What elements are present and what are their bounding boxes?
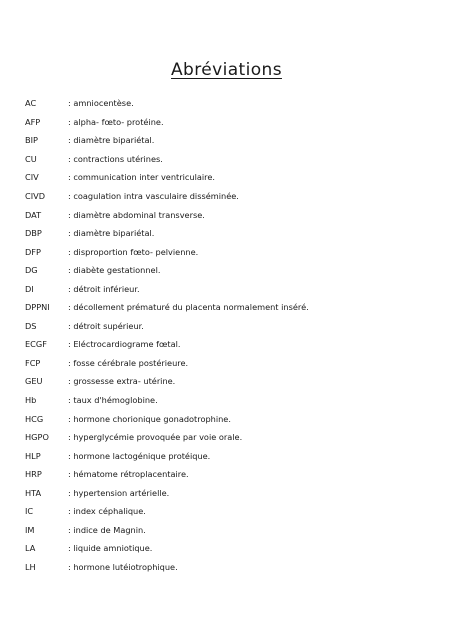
- abbreviation-term: IC: [25, 506, 34, 517]
- abbreviation-term: CIVD: [25, 191, 46, 201]
- abbreviation-definition: : liquide amniotique.: [68, 543, 153, 554]
- abbreviation-definition: : détroit supérieur.: [68, 320, 144, 331]
- abbreviation-term: DFP: [25, 246, 41, 257]
- list-item: [25, 298, 435, 317]
- list-item: [25, 150, 435, 169]
- abbreviation-definition: : hormone lactogénique protéique.: [68, 450, 211, 461]
- page-title: Abréviations: [171, 60, 282, 80]
- abbreviation-term: HCG: [25, 413, 44, 424]
- abbreviation-definition: : hyperglycémie provoquée par voie orale.: [68, 432, 243, 443]
- abbreviation-definition: : hormone chorionique gonadotrophine.: [68, 413, 231, 424]
- abbreviation-term: CU: [25, 153, 37, 164]
- abbreviation-definition: : hypertension artérielle.: [68, 487, 170, 498]
- abbreviation-term: BIP: [25, 135, 38, 146]
- abbreviation-term: IM: [25, 524, 35, 535]
- abbreviation-definition: : décollement prématuré du placenta normalement inséré.: [68, 302, 309, 313]
- abbreviation-term: CIV: [25, 172, 39, 183]
- abbreviation-term: DAT: [25, 209, 42, 220]
- abbreviation-term: GEU: [25, 376, 43, 387]
- list-item: [25, 279, 435, 298]
- list-item: [25, 168, 435, 187]
- abbreviation-definition: : diabète gestationnel.: [68, 265, 161, 276]
- list-item: [25, 113, 435, 132]
- abbreviation-definition: : indice de Magnin.: [68, 524, 146, 535]
- list-item: [25, 428, 435, 447]
- list-item: [25, 483, 435, 502]
- list-item: [25, 131, 435, 150]
- abbreviation-definition: : coagulation intra vasculaire disséminée.: [68, 191, 239, 201]
- list-item: [25, 224, 435, 243]
- abbreviation-definition: : amniocentèse.: [68, 98, 134, 109]
- abbreviation-definition: : taux d'hémoglobine.: [68, 395, 158, 406]
- abbreviation-definition: : grossesse extra- utérine.: [68, 376, 176, 387]
- list-item: [25, 261, 435, 280]
- list-item: [25, 187, 435, 206]
- list-item: [25, 521, 435, 540]
- list-item: [25, 372, 435, 391]
- list-item: [25, 465, 435, 484]
- abbreviation-term: ECGF: [25, 339, 47, 350]
- abbreviation-term: DI: [25, 283, 34, 294]
- abbreviation-term: DPPNI: [25, 302, 50, 313]
- abbreviation-term: DG: [25, 265, 38, 276]
- list-item: [25, 391, 435, 410]
- list-item: [25, 539, 435, 558]
- abbreviation-term: Hb: [25, 395, 37, 406]
- abbreviation-definition: : fosse cérébrale postérieure.: [68, 357, 189, 368]
- abbreviation-definition: : alpha- fœto- protéine.: [68, 116, 164, 127]
- abbreviation-term: LH: [25, 561, 36, 572]
- abbreviation-definition: : Eléctrocardiograme fœtal.: [68, 339, 181, 350]
- abbreviation-term: DBP: [25, 228, 42, 239]
- list-item: [25, 94, 435, 113]
- abbreviation-definition: : détroit inférieur.: [68, 283, 140, 294]
- list-item: [25, 205, 435, 224]
- list-item: [25, 335, 435, 354]
- list-item: [25, 242, 435, 261]
- abbreviation-term: LA: [25, 543, 36, 554]
- abbreviation-definition: : diamètre abdominal transverse.: [68, 209, 205, 220]
- list-item: [25, 502, 435, 521]
- abbreviation-definition: : disproportion fœto- pelvienne.: [68, 246, 199, 257]
- abbreviation-list: [25, 94, 435, 576]
- abbreviation-term: AFP: [25, 116, 41, 127]
- abbreviation-definition: : diamètre bipariétal.: [68, 135, 155, 146]
- list-item: [25, 446, 435, 465]
- abbreviation-definition: : hormone lutéiotrophique.: [68, 561, 178, 572]
- abbreviation-definition: : contractions utérines.: [68, 153, 163, 164]
- list-item: [25, 558, 435, 577]
- list-item: [25, 354, 435, 373]
- abbreviation-term: HTA: [25, 487, 42, 498]
- abbreviation-term: HRP: [25, 469, 42, 480]
- abbreviation-definition: : hématome rétroplacentaire.: [68, 469, 189, 480]
- abbreviation-term: DS: [25, 320, 37, 331]
- abbreviation-term: HGPO: [25, 432, 49, 443]
- list-item: [25, 317, 435, 336]
- list-item: [25, 409, 435, 428]
- abbreviation-definition: : diamètre bipariétal.: [68, 228, 155, 239]
- abbreviation-term: HLP: [25, 450, 41, 461]
- abbreviation-term: AC: [25, 98, 37, 109]
- abbreviation-term: FCP: [25, 357, 41, 368]
- abbreviation-definition: : index céphalique.: [68, 506, 146, 517]
- abbreviation-definition: : communication inter ventriculaire.: [68, 172, 215, 183]
